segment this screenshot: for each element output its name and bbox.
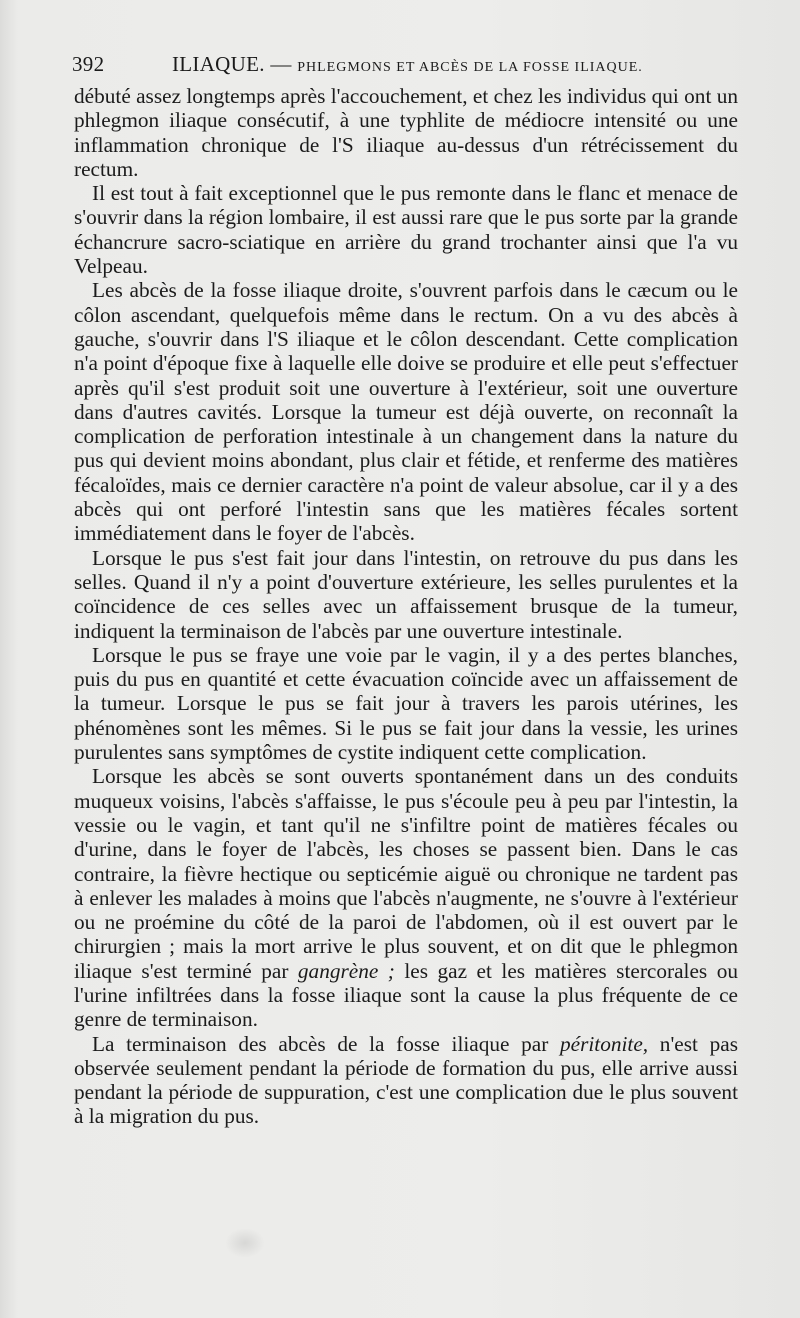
running-header	[72, 52, 722, 84]
page-number: 392	[72, 52, 105, 76]
ink-smudge	[225, 1228, 265, 1258]
paragraph: Lorsque le pus se fraye une voie par le vagin, il y a des pertes blanches, puis du pus en quantité et cette évacuation coïncide avec un affaissement de la tumeur. Lorsque le pus se fait jour à travers les parois utérines, les phénomènes sont les mêmes. Si le pus se fait jour dans la vessie, les urines purulentes sans symptômes de cystite indiquent cette complication.	[74, 642, 738, 765]
running-title-sub: PHLEGMONS ET ABCÈS DE LA FOSSE ILIAQUE.	[297, 60, 643, 75]
paragraph: La terminaison des abcès de la fosse iliaque par péritonite, n'est pas observée seulement pendant la période de formation du pus, elle arrive aussi pendant la période de suppuration, c'est une complication due le plus souvent à la migration du pus.	[74, 1031, 738, 1129]
paragraph: Lorsque les abcès se sont ouverts spontanément dans un des conduits muqueux voisins, l'abcès s'affaisse, le pus s'écoule peu à peu par l'intestin, la vessie ou le vagin, et tant qu'il ne s'infiltre point de matières fécales ou d'urine, dans le foyer de l'abcès, les choses se passent bien. Dans le cas contraire, la fièvre hectique ou septicémie aiguë ou chronique ne tardent pas à enlever les malades à moins que l'abcès n'augmente, ne s'ouvre à l'extérieur ou ne proémine du côté de la paroi de l'abdomen, où il est ouvert par le chirurgien ; mais la mort arrive le plus souvent, et on dit que le phlegmon iliaque s'est terminé par gangrène ; les gaz et les matières stercorales ou l'urine infiltrées dans la fosse iliaque sont la cause la plus fréquente de ce genre de terminaison.	[74, 764, 738, 1032]
body-text	[74, 84, 738, 1129]
paragraph: Il est tout à fait exceptionnel que le pus remonte dans le flanc et menace de s'ouvrir dans la région lombaire, il est aussi rare que le pus sorte par la grande échancrure sacro-sciatique en arrière du grand trochanter ainsi que l'a vu Velpeau.	[74, 181, 738, 279]
paragraph: débuté assez longtemps après l'accouchement, et chez les individus qui ont un phlegmon iliaque consécutif, à une typhlite de médiocre intensité ou une inflammation chronique de l'S iliaque au-dessus d'un rétrécissement du rectum.	[74, 84, 738, 181]
italic-term: péritonite,	[560, 1031, 649, 1056]
paragraph: Lorsque le pus s'est fait jour dans l'intestin, on retrouve du pus dans les selles. Quand il n'y a point d'ouverture extérieure, les selles purulentes et la coïncidence de ces selles avec un affaissement brusque de la tumeur, indiquent la terminaison de l'abcès par une ouverture intestinale.	[74, 545, 738, 643]
running-title	[172, 52, 643, 77]
running-title-main: ILIAQUE. —	[172, 52, 292, 76]
italic-term: gangrène ;	[297, 958, 395, 983]
paragraph: Les abcès de la fosse iliaque droite, s'ouvrent parfois dans le cæcum ou le côlon ascendant, quelquefois même dans le rectum. On a vu des abcès à gauche, s'ouvrir dans l'S iliaque et le côlon descendant. Cette complication n'a point d'époque fixe à laquelle elle doive se produire et elle peut s'effectuer après qu'il s'est produit soit une ouverture à l'extérieur, soit une ouverture dans d'autres cavités. Lorsque la tumeur est déjà ouverte, on reconnaît la complication de perforation intestinale à un changement dans la nature du pus qui devient moins abondant, plus clair et fétide, et renferme des matières fécaloïdes, mais ce dernier caractère n'a point de valeur absolue, car il y a des abcès qui ont perforé l'intestin sans que les matières fécales sortent immédiatement dans le foyer de l'abcès.	[74, 278, 738, 546]
